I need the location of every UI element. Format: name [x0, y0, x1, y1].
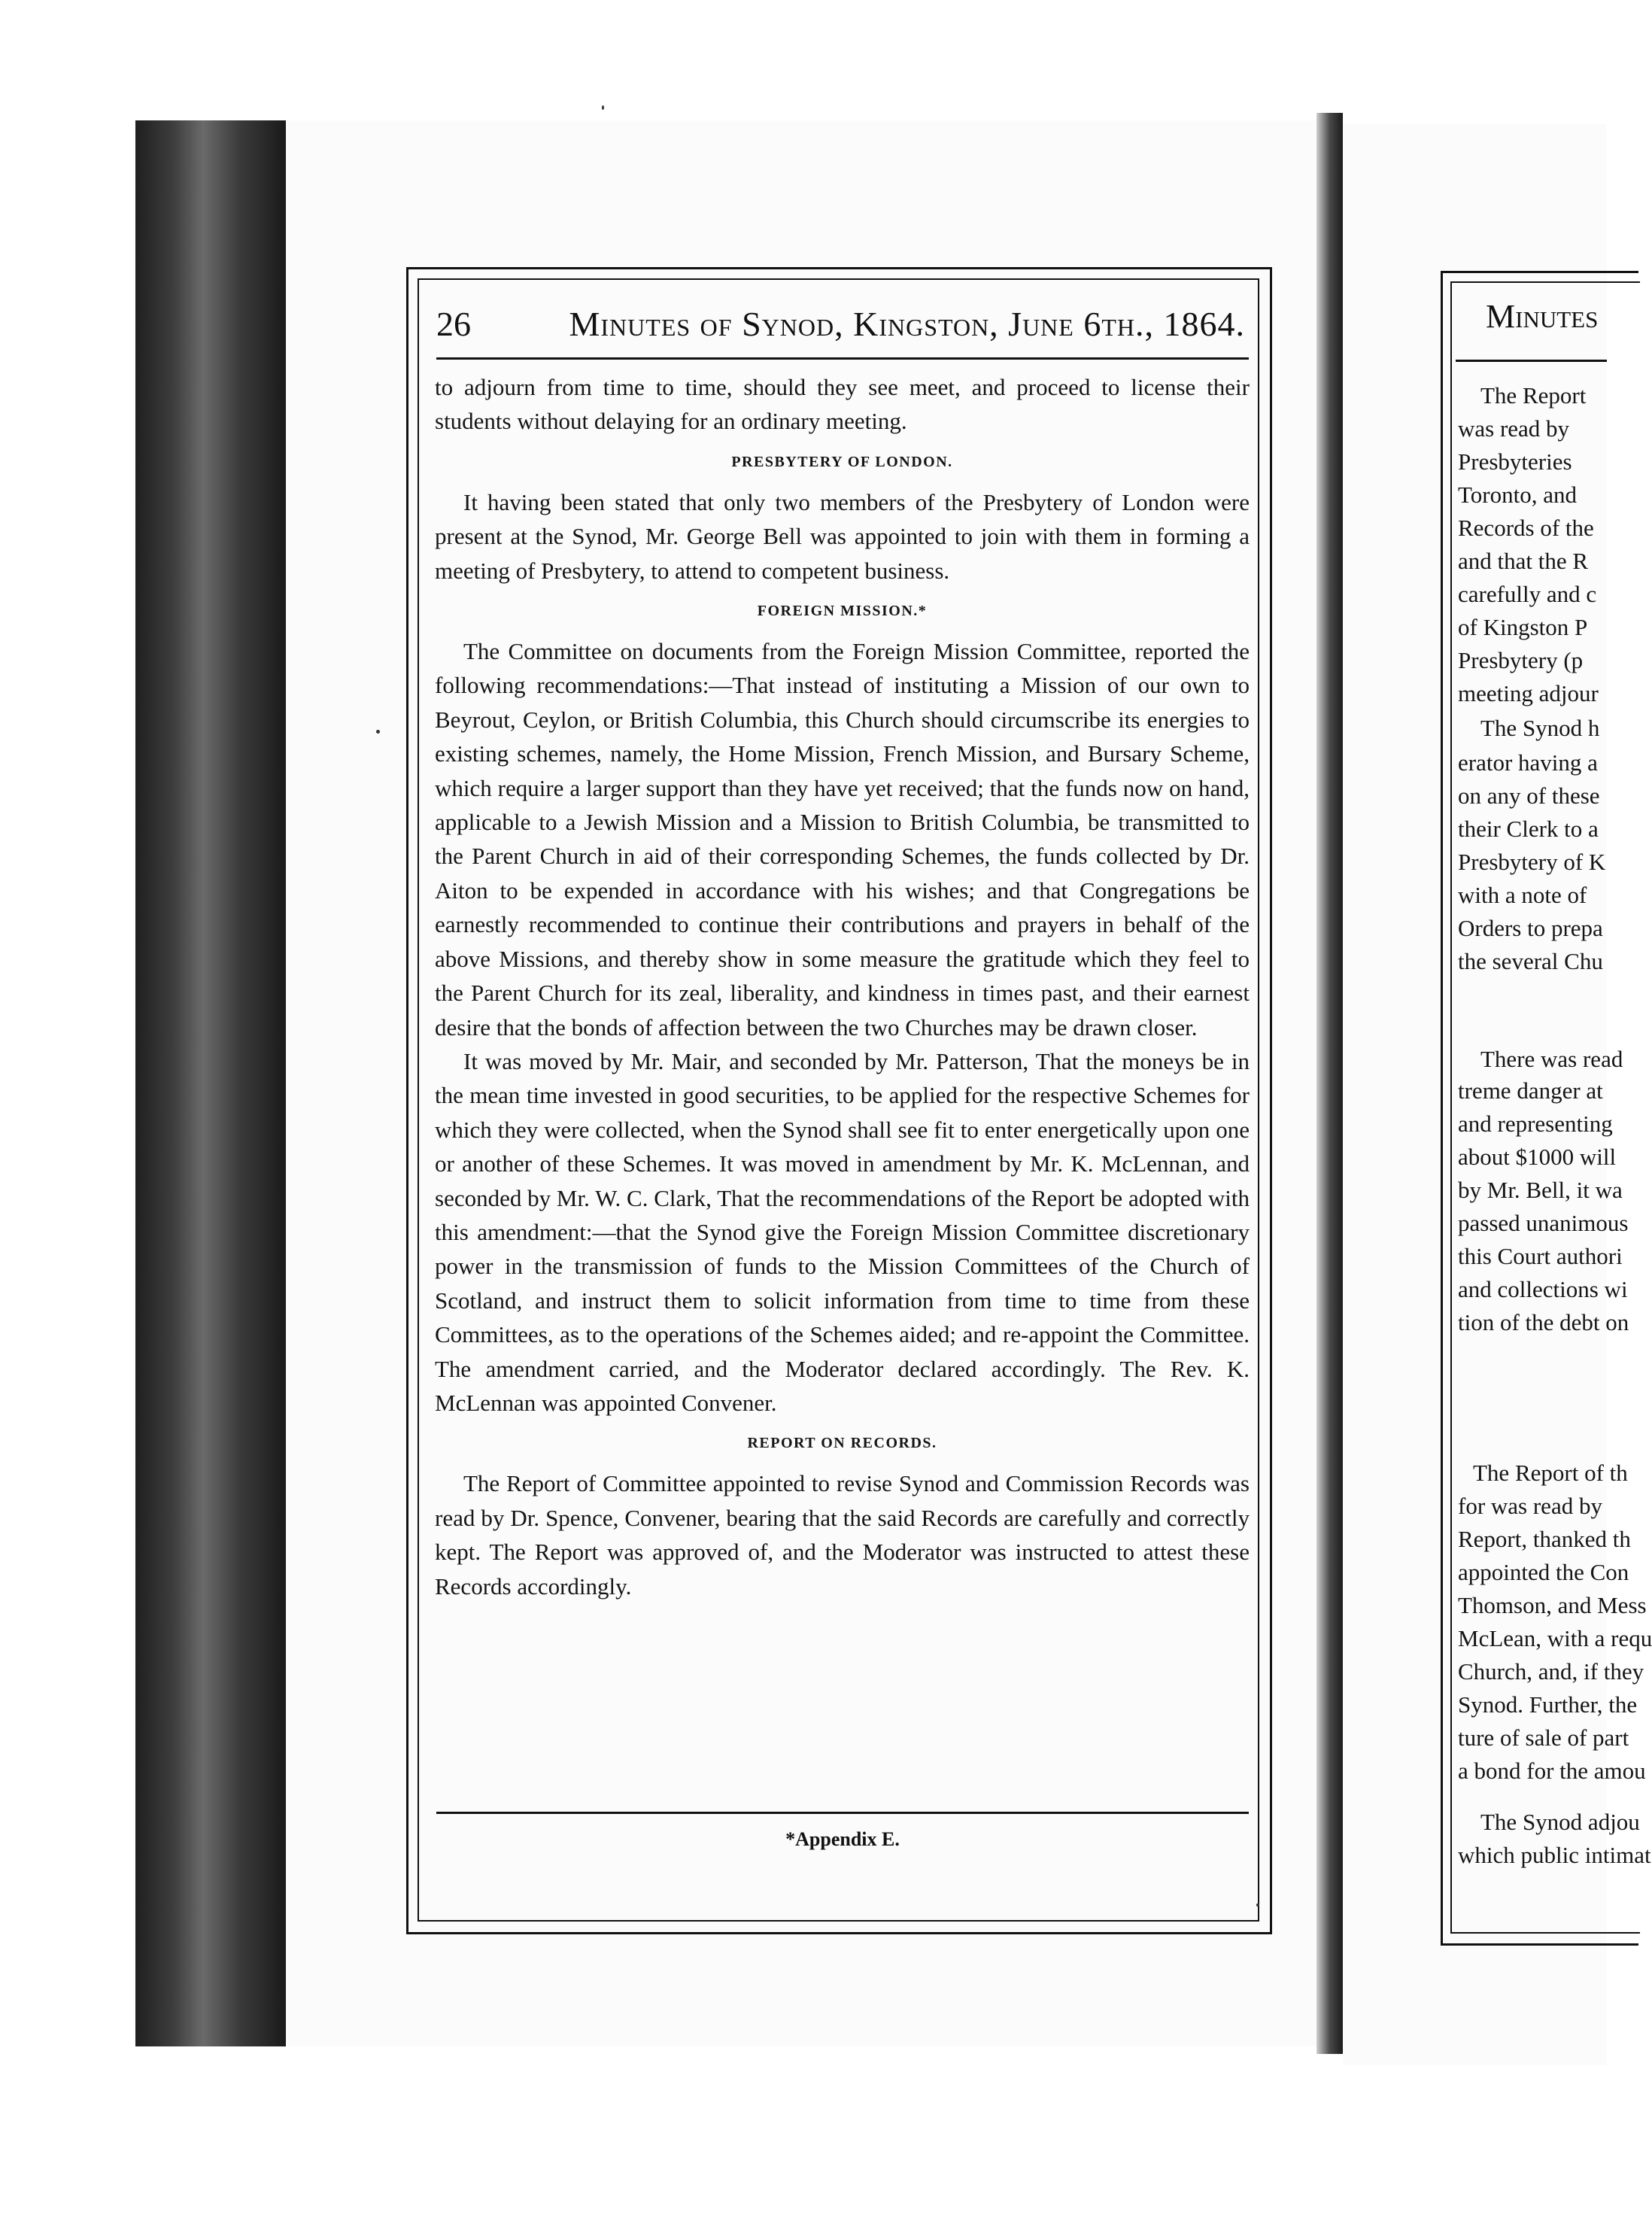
right-page-line-fragment: Presbytery of K	[1458, 849, 1606, 875]
right-page-line-fragment: The Report of th	[1473, 1460, 1628, 1486]
right-page-line-fragment: tion of the debt on	[1458, 1309, 1629, 1335]
right-page-line-fragment: treme danger at	[1458, 1077, 1603, 1104]
paragraph: The Committee on documents from the Foreign Mission Committee, reported the following recommendations:—That instead of instituting a Mission of our own to Beyrout, Ceylon, or British Columbia, this Church should circumscribe its energies to existing schemes, namely, the Home Mission, French Mission, and Bursary Scheme, which require a larger support than they have yet received; that the funds now on hand, applicable to a Jewish Mission and a Mission to British Columbia, be transmitted to the Parent Church in aid of their corresponding Schemes, the funds collected by Dr. Aiton to be expended in accordance with his wishes; and that Congregations be earnestly recommended to continue their contributions and prayers in behalf of the above Missions, and thereby show in some measure the gratitude which they feel to the Parent Church for its zeal, liberality, and kindness in times past, and their earnest desire that the bonds of affection between the two Churches may be drawn closer.	[435, 638, 1250, 1041]
footnote-rule	[436, 1812, 1249, 1814]
right-page-line-fragment: their Clerk to a	[1458, 816, 1599, 842]
right-page-line-fragment: ture of sale of part	[1458, 1724, 1629, 1751]
right-page-line-fragment: with a note of	[1458, 882, 1587, 908]
right-page-line-fragment: Orders to prepa	[1458, 915, 1603, 941]
header-rule	[436, 357, 1249, 360]
right-header-rule	[1456, 360, 1607, 362]
right-page-line-fragment: carefully and c	[1458, 581, 1597, 607]
right-page-line-fragment: meeting adjour	[1458, 680, 1599, 706]
section-heading: FOREIGN MISSION.*	[757, 603, 928, 620]
right-page-line-fragment: by Mr. Bell, it wa	[1458, 1177, 1623, 1203]
book-gutter	[1316, 113, 1343, 2054]
right-page-line-fragment: erator having a	[1458, 749, 1598, 776]
running-title: Minutes of Synod, Kingston, June 6th., 1864.	[569, 304, 1245, 343]
right-page-line-fragment: appointed the Con	[1458, 1559, 1629, 1585]
right-page-line-fragment: and collections wi	[1458, 1276, 1628, 1302]
right-page-line-fragment: on any of these	[1458, 782, 1600, 809]
right-page-line-fragment: The Synod h	[1480, 715, 1600, 741]
right-page-line-fragment: which public intimat	[1458, 1842, 1651, 1868]
scan-speck	[1256, 1903, 1259, 1906]
right-page-line-fragment: Presbytery (p	[1458, 647, 1584, 673]
right-page-line-fragment: a bond for the amou	[1458, 1758, 1646, 1784]
scan-speck	[376, 730, 380, 734]
right-page-line-fragment: The Synod adjou	[1480, 1809, 1640, 1835]
right-page-line-fragment: for was read by	[1458, 1493, 1602, 1519]
right-page-line-fragment: about $1000 will	[1458, 1144, 1617, 1170]
right-page-line-fragment: There was read	[1480, 1046, 1623, 1072]
right-page-line-fragment: Report, thanked th	[1458, 1526, 1631, 1552]
page-number: 26	[436, 304, 471, 343]
section-heading: REPORT ON RECORDS.	[747, 1435, 937, 1452]
paragraph: The Report of Committee appointed to revise Synod and Commission Records was read by Dr. Spence, Convener, bearing that the said Records are carefully and correctly kept. The Report was approved of, and the Moderator was instructed to attest these Records accordingly.	[435, 1470, 1250, 1600]
right-page-line-fragment: Presbyteries	[1458, 448, 1572, 475]
paragraph: to adjourn from time to time, should they see meet, and proceed to license their students without delaying for an ordinary meeting.	[435, 374, 1250, 435]
scan-speck	[602, 105, 604, 110]
page-body	[435, 370, 1250, 1603]
right-page-line-fragment: Church, and, if they	[1458, 1658, 1644, 1685]
right-page-header: Minutes	[1486, 298, 1599, 335]
page-header	[436, 290, 1245, 357]
right-page-line-fragment: passed unanimous	[1458, 1210, 1629, 1236]
right-page-line-fragment: Toronto, and	[1458, 482, 1577, 508]
right-page-line-fragment: and representing	[1458, 1110, 1613, 1137]
footnote: *Appendix E.	[785, 1828, 900, 1850]
right-page-line-fragment: was read by	[1458, 415, 1570, 442]
book-edge	[135, 120, 286, 2046]
section-heading: PRESBYTERY OF LONDON.	[731, 453, 953, 470]
right-page-line-fragment: Thomson, and Mess	[1458, 1592, 1647, 1618]
right-page-line-fragment: of Kingston P	[1458, 614, 1588, 640]
right-page-line-fragment: McLean, with a requ	[1458, 1625, 1652, 1651]
right-page-line-fragment: The Report	[1480, 382, 1587, 409]
right-page-line-fragment: Records of the	[1458, 515, 1594, 541]
right-page-line-fragment: and that the R	[1458, 548, 1589, 574]
paragraph: It having been stated that only two members of the Presbytery of London were present at the Synod, Mr. George Bell was appointed to join with them in forming a meeting of Presbytery, to attend to competent business.	[435, 488, 1250, 584]
right-page-line-fragment: the several Chu	[1458, 948, 1603, 974]
right-page-line-fragment: Synod. Further, the	[1458, 1691, 1638, 1718]
right-page-line-fragment: this Court authori	[1458, 1243, 1623, 1269]
paragraph: It was moved by Mr. Mair, and seconded by Mr. Patterson, That the moneys be in the mean time invested in good securities, to be applied for the respective Schemes for which they were collected, when the Synod shall see fit to enter energetically upon one or another of these Schemes. It was moved in amendment by Mr. K. McLennan, and seconded by Mr. W. C. Clark, That the recommendations of the Report be adopted with this amendment:—that the Synod give the Foreign Mission Committee discretionary power in the transmission of funds to the Mission Committees of the Church of Scotland, and instruct them to solicit information from time to time from these Committees, as to the operations of the Schemes aided; and re-appoint the Committee. The amendment carried, and the Moderator declared accordingly. The Rev. K. McLennan was appointed Convener.	[435, 1047, 1250, 1416]
